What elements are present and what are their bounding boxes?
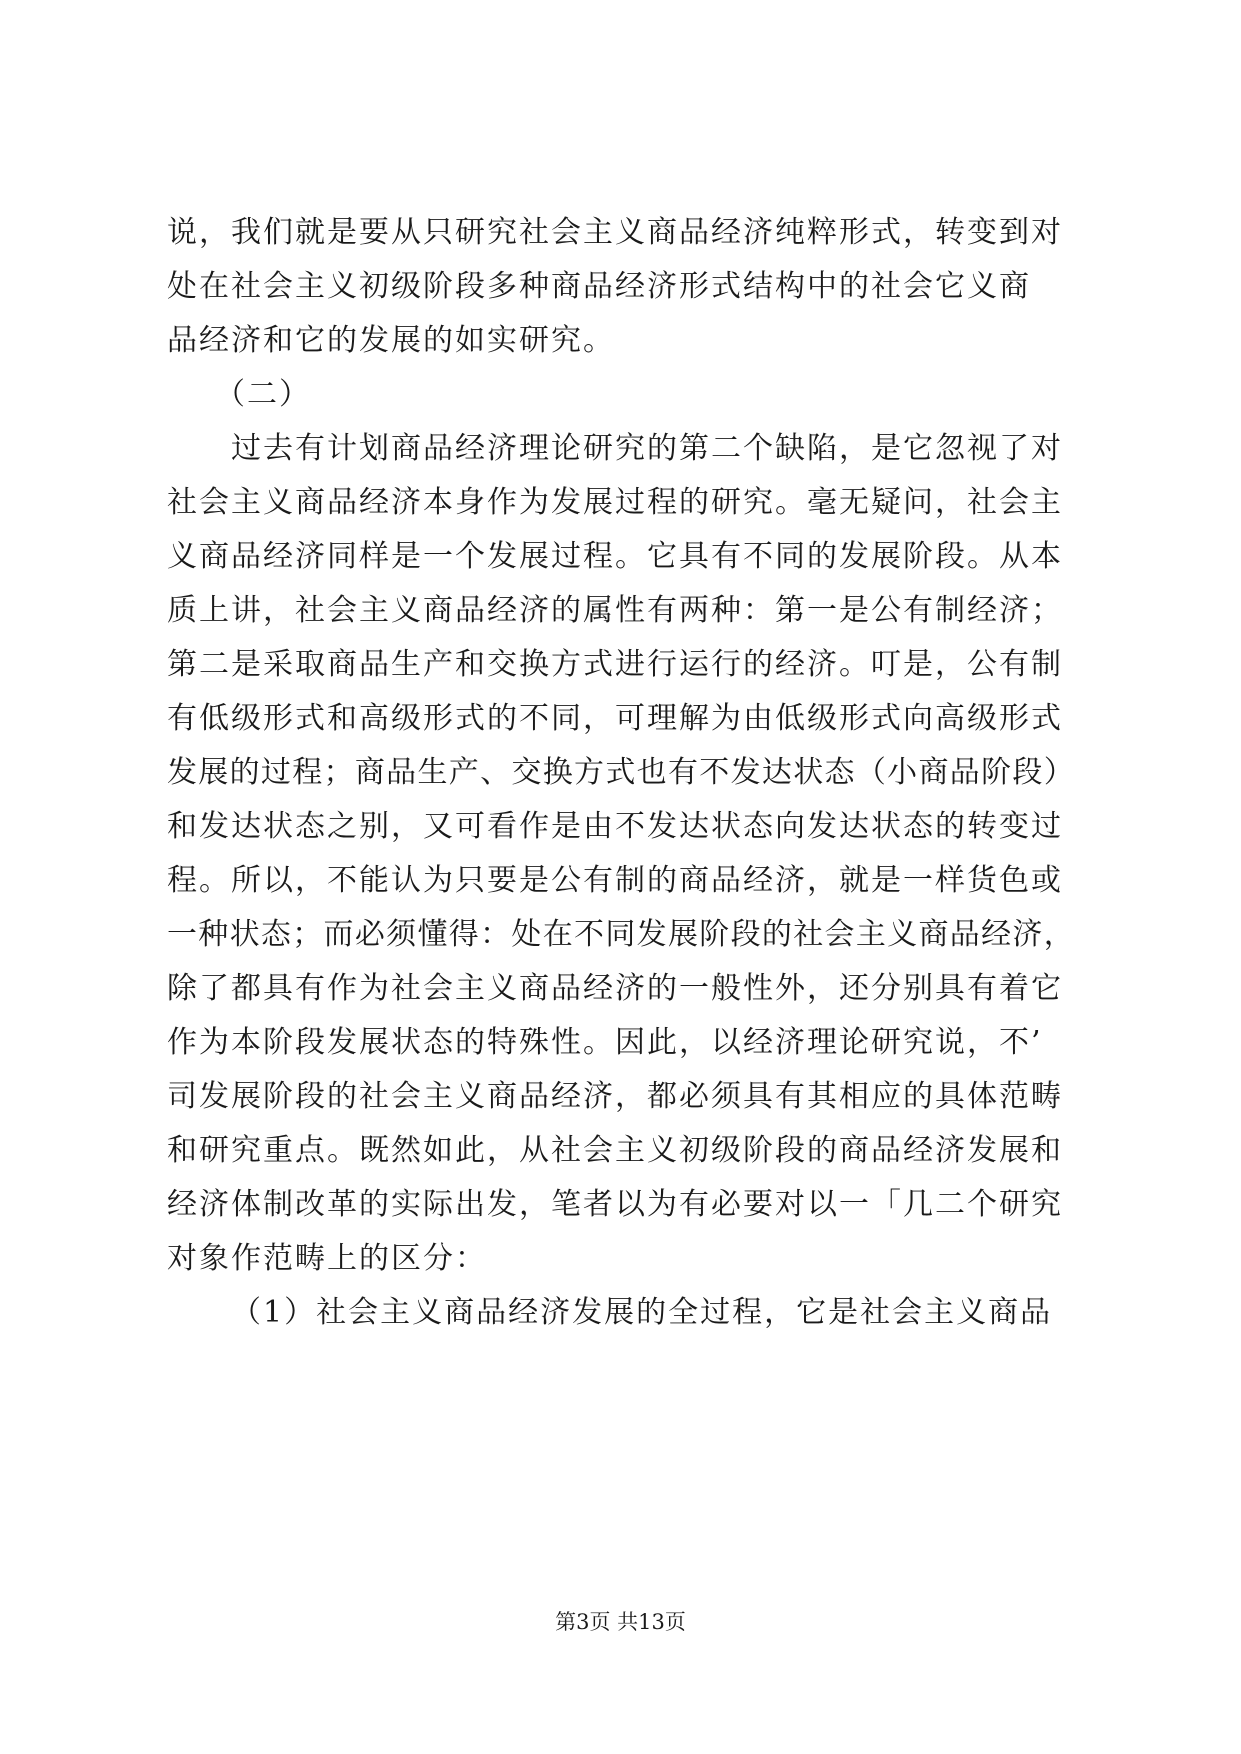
- text-line: 司发展阶段的社会主义商品经济，都必须具有其相应的具体范畴: [167, 1079, 1063, 1114]
- text-line: 作为本阶段发展状态的特殊性。因此，以经济理论研究说，不’: [167, 1025, 1043, 1060]
- text-line: 经济体制改革的实际出发，笔者以为有必要对以一「几二个研究: [167, 1187, 1063, 1222]
- page-number-footer: 第3页 共13页: [555, 1610, 686, 1634]
- text-line: 对象作范畴上的区分：: [167, 1241, 487, 1276]
- text-line: 品经济和它的发展的如实研究。: [167, 323, 615, 358]
- text-line: 处在社会主义初级阶段多种商品经济形式结构中的社会它义商: [167, 269, 1031, 304]
- text-line: 义商品经济同样是一个发展过程。它具有不同的发展阶段。从本: [167, 539, 1063, 574]
- text-line: 第二是采取商品生产和交换方式进行运行的经济。叮是，公有制: [167, 647, 1063, 682]
- text-line: 除了都具有作为社会主义商品经济的一般性外，还分别具有着它: [167, 971, 1063, 1006]
- text-line: 过去有计划商品经济理论研究的第二个缺陷，是它忽视了对: [231, 431, 1063, 466]
- text-line: 和发达状态之别，又可看作是由不发达状态向发达状态的转变过: [167, 809, 1063, 844]
- text-line: 说，我们就是要从只研究社会主义商品经济纯粹形式，转变到对: [167, 215, 1063, 250]
- text-line: 社会主义商品经济本身作为发展过程的研究。毫无疑问，社会主: [167, 485, 1063, 520]
- text-line: 发展的过程；商品生产、交换方式也有不发达状态（小商品阶段）: [167, 755, 1075, 790]
- text-line: （1）社会主义商品经济发展的全过程，它是社会主义商品: [231, 1295, 1053, 1330]
- text-line: 一种状态；而必须懂得：处在不同发展阶段的社会主义商品经济，: [167, 917, 1075, 952]
- section-heading: （二）: [215, 377, 311, 412]
- text-line: 程。所以，不能认为只要是公有制的商品经济，就是一样货色或: [167, 863, 1063, 898]
- text-line: 和研究重点。既然如此，从社会主义初级阶段的商品经济发展和: [167, 1133, 1063, 1168]
- text-line: 有低级形式和高级形式的不同，可理解为由低级形式向高级形式: [167, 701, 1063, 736]
- text-line: 质上讲，社会主义商品经济的属性有两种：第一是公有制经济；: [167, 593, 1063, 628]
